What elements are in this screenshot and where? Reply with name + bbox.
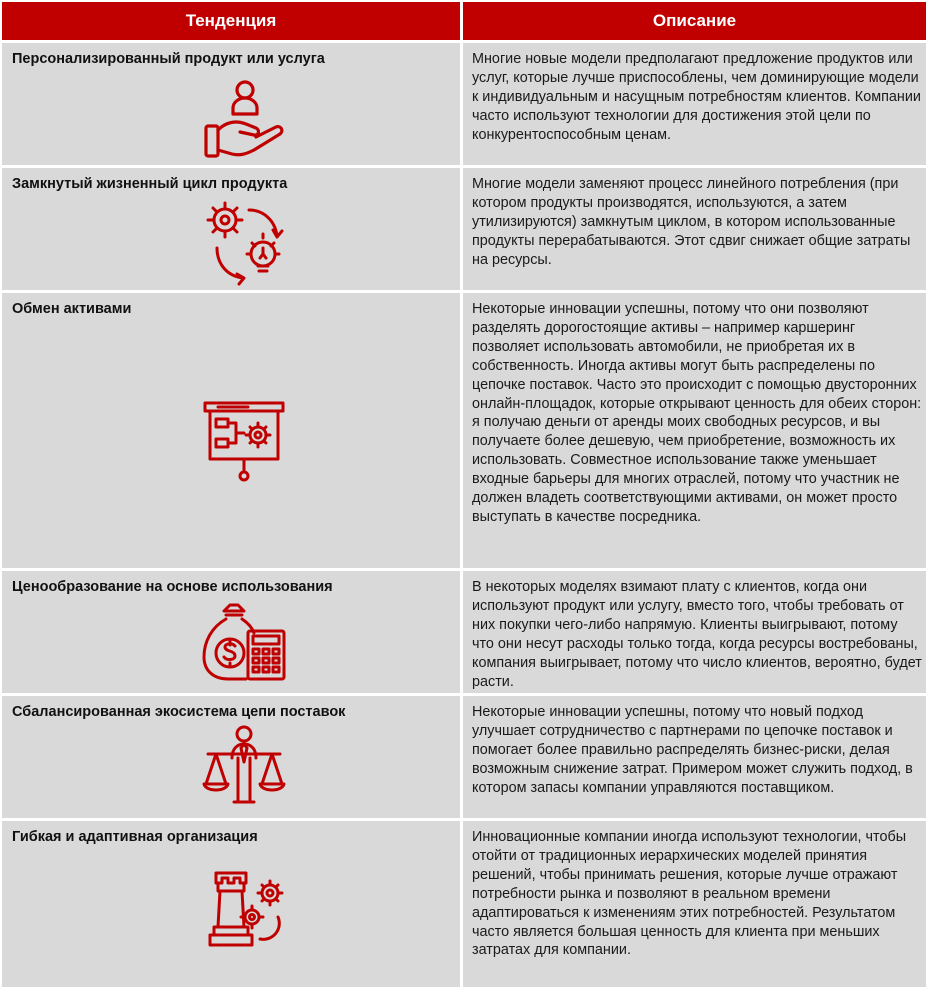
description-cell: [463, 571, 926, 693]
description-cell: [463, 293, 926, 568]
trend-title: Гибкая и адаптивная организация: [12, 829, 258, 845]
trend-title: Замкнутый жизненный цикл продукта: [12, 176, 288, 192]
description-text: В некоторых моделях взимают плату с клиентов, когда они используют продукт или услугу, вместо того, чтобы требовать от них покупки чего-либо напрямую. Клиенты выигрывают, потому что они несут расходы только тогда, когда ресурсы востребованы, компания выигрывает, потому что число клиентов, вероятно, будет расти.: [472, 579, 922, 690]
presentation-board-icon: [202, 399, 286, 483]
description-text: Многие новые модели предполагают предложение продуктов или услуг, которые лучше приспособлены, чем доминирующие модели к индивидуальным и насущным потребностям клиентов. Компании часто используют технологии для достижения этой цели по конкурентоспособным ценам.: [472, 51, 921, 143]
description-text: Некоторые инновации успешны, потому что они позволяют разделять дорогостоящие активы – например каршеринг позволяет использовать автомобили, не приобретая их в собственность. Иногда активы могут быть распределены по цепочке поставок. Часто это происходит с помощью двусторонних онлайн-площадок, которые открывают ценность для обеих сторон: я получаю деньги от аренды моих свободных ресурсов, и вы получаете более дешевую, чем приобретение, возможность их использовать. Совместное использование также уменьшает входные барьеры для многих отраслей, потому что участник не должен владеть соответствующими активами, он может просто выступать в качестве посредника.: [472, 301, 922, 525]
trend-cell: [2, 696, 460, 818]
trend-cell: [2, 168, 460, 290]
businessman-scales-icon: [202, 724, 286, 810]
trend-cell: [2, 571, 460, 693]
trend-title: Ценообразование на основе использования: [12, 579, 333, 595]
trend-title: Персонализированный продукт или услуга: [12, 51, 325, 67]
trend-cell: [2, 821, 460, 987]
trend-title: Обмен активами: [12, 301, 132, 317]
description-cell: [463, 43, 926, 165]
description-text: Инновационные компании иногда используют технологии, чтобы отойти от традиционных иерархических моделей принятия решений, чтобы принимать решения, которые лучше отражают потребности рынка и позволяют в реальном времени адаптироваться к изменениям этих потребностей. Результатом часто является большая ценность для клиента при меньших затратах для компании.: [472, 829, 907, 959]
description-cell: [463, 168, 926, 290]
trend-cell: [2, 293, 460, 568]
description-cell: [463, 821, 926, 987]
description-text: Многие модели заменяют процесс линейного потребления (при котором продукты производятся, используются, а затем утилизируются) замкнутым циклом, в котором использованные продукты перерабатываются. Этот сдвиг снижает общие затраты на ресурсы.: [472, 176, 911, 268]
description-cell: [463, 696, 926, 818]
money-bag-calculator-icon: [202, 601, 288, 685]
gear-cycle-bulb-icon: [203, 198, 287, 286]
trend-cell: [2, 43, 460, 165]
description-text: Некоторые инновации успешны, потому что новый подход улучшает сотрудничество с партнерами по цепочке поставок и помогает более правильно распределять бизнес-риски, делая возможным снижение затрат. Примером может служить подход, в котором запасы компании управляются поставщиком.: [472, 704, 913, 796]
header-description: Описание: [463, 2, 926, 40]
trend-title: Сбалансированная экосистема цепи поставок: [12, 704, 346, 720]
header-trend: Тенденция: [2, 2, 460, 40]
hand-person-icon: [202, 78, 288, 160]
chess-rook-gears-icon: [202, 869, 292, 959]
